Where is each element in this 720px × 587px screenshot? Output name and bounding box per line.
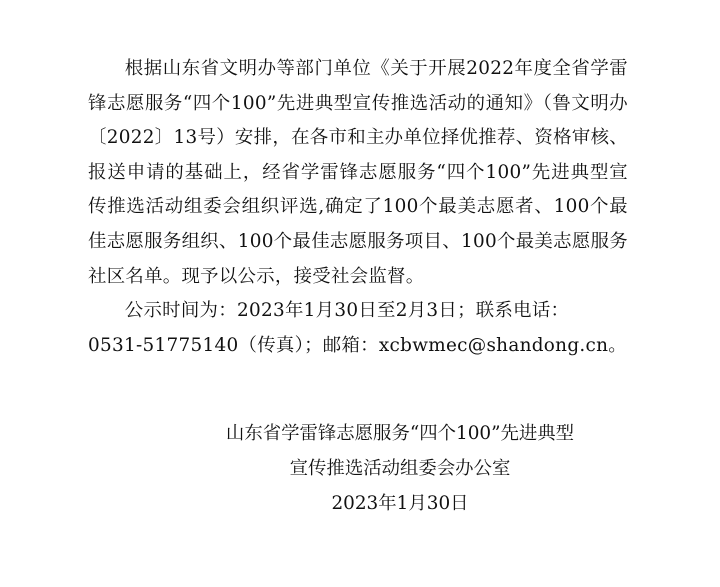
notice-paragraph-period: 公示时间为：2023年1月30日至2月3日；联系电话： (124, 300, 570, 322)
notice-paragraph-main: 根据山东省文明办等部门单位《关于开展2022年度全省学雷锋志愿服务“四个100”先进典型宣传推选活动的通知》（鲁文明办〔2022〕13号）安排，在各市和主办单位择优推荐、资格审核、报送申请的基础上，经省学雷锋志愿服务“四个100”先进典型宣传推选活动组委会组织评选,确定了100个最美志愿者、100个最佳志愿服务组织、100个最佳志愿服务项目、100个最美志愿服务社区名单。现予以公示，接受社会监督。 (88, 58, 628, 287)
signature-block (150, 416, 650, 521)
contact-info: 0531-51775140（传真）；邮箱：xcbwmec@shandong.cn。 (88, 334, 627, 356)
signature-org-line1: 山东省学雷锋志愿服务“四个100”先进典型 (225, 423, 575, 444)
signature-org-line2: 宣传推选活动组委会办公室 (289, 458, 511, 479)
notice-body (88, 52, 628, 363)
signature-date: 2023年1月30日 (331, 493, 469, 514)
